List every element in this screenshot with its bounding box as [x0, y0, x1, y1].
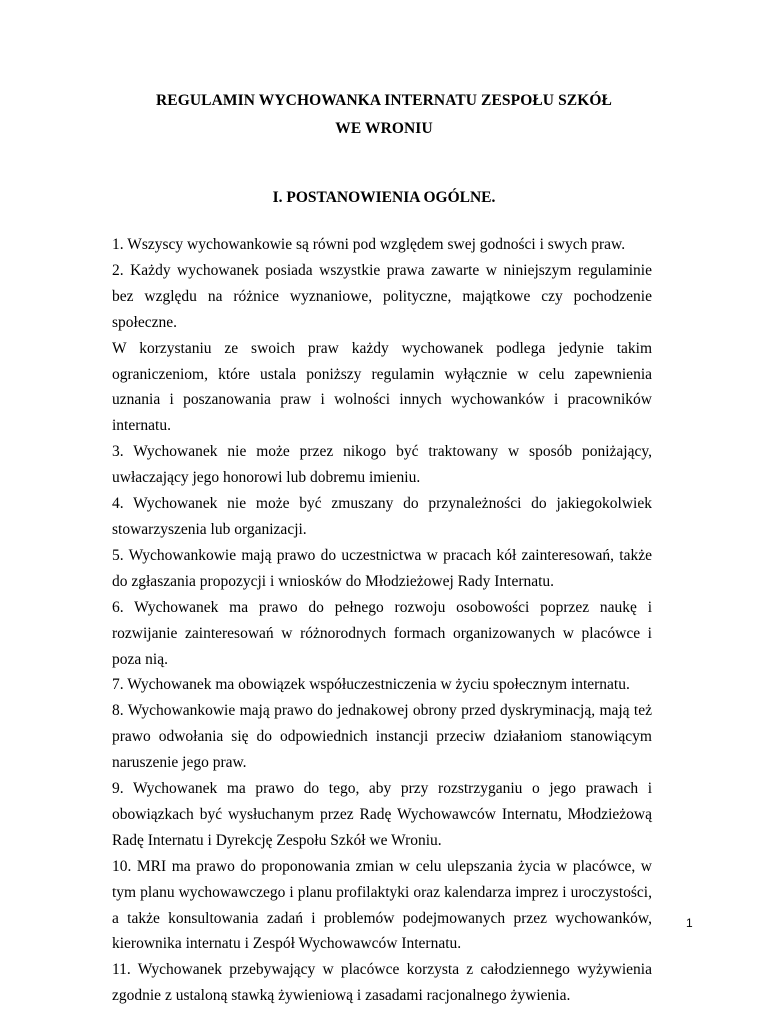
paragraph-1: 1. Wszyscy wychowankowie są równi pod względem swej godności i swych praw.: [112, 236, 626, 253]
paragraph-7: 7. Wychowanek ma obowiązek współuczestniczenia w życiu społecznym internatu.: [112, 676, 630, 694]
paragraph-9: 9. Wychowanek ma prawo do tego, aby przy rozstrzyganiu o jego prawach i obowiązkach być wysłuchanym przez Radę Wychowawców Internatu, Młodzieżową Radę Internatu i Dyrekcję Zespołu Szkół we Wroniu.: [112, 780, 652, 849]
document-title-line1: REGULAMIN WYCHOWANKA INTERNATU ZESPOŁU SZKÓŁ: [156, 92, 612, 109]
document-title-line2: WE WRONIU: [335, 120, 433, 137]
paragraph-10: 10. MRI ma prawo do proponowania zmian w celu ulepszania życia w placówce, w tym planu wychowawczego i planu profilaktyki oraz kalendarza imprez i uroczystości, a także konsultowania zadań i problemów podejmowanych przez wychowanków, kierownika internatu i Zespół Wychowawców Internatu.: [112, 857, 652, 953]
paragraph-2-continued: W korzystaniu ze swoich praw każdy wychowanek podlega jedynie takim ograniczeniom, które ustala poniższy regulamin wyłącznie w celu zapewnienia uznania i poszanowania praw i wolności innych wychowanków i pracowników internatu.: [112, 339, 652, 435]
paragraph-3: 3. Wychowanek nie może przez nikogo być traktowany w sposób poniżający, uwłaczający jego honorowi lub dobremu imieniu.: [112, 443, 652, 487]
paragraph-6: 6. Wychowanek ma prawo do pełnego rozwoju osobowości poprzez naukę i rozwijanie zainteresowań w różnorodnych formach organizowanych w placówce i poza nią.: [112, 598, 652, 668]
paragraph-8: 8. Wychowankowie mają prawo do jednakowej obrony przed dyskryminacją, mają też prawo odwołania się do odpowiednich instancji przeciw działaniom stanowiącym naruszenie jego praw.: [112, 702, 652, 772]
page-number: 1: [686, 916, 693, 930]
section-heading: I. POSTANOWIENIA OGÓLNE.: [272, 189, 496, 206]
paragraph-11: 11. Wychowanek przebywający w placówce korzysta z całodziennego wyżywienia zgodnie z ustaloną stawką żywieniową i zasadami racjonalnego żywienia.: [112, 961, 652, 1005]
paragraph-5: 5. Wychowankowie mają prawo do uczestnictwa w pracach kół zainteresowań, także do zgłaszania propozycji i wniosków do Młodzieżowej Rady Internatu.: [112, 546, 652, 590]
paragraph-2: 2. Każdy wychowanek posiada wszystkie prawa zawarte w niniejszym regulaminie bez względu na różnice wyznaniowe, polityczne, majątkowe czy pochodzenie społeczne.: [112, 261, 652, 331]
paragraph-4: 4. Wychowanek nie może być zmuszany do przynależności do jakiegokolwiek stowarzyszenia lub organizacji.: [112, 495, 652, 538]
document-body: [112, 232, 652, 1009]
